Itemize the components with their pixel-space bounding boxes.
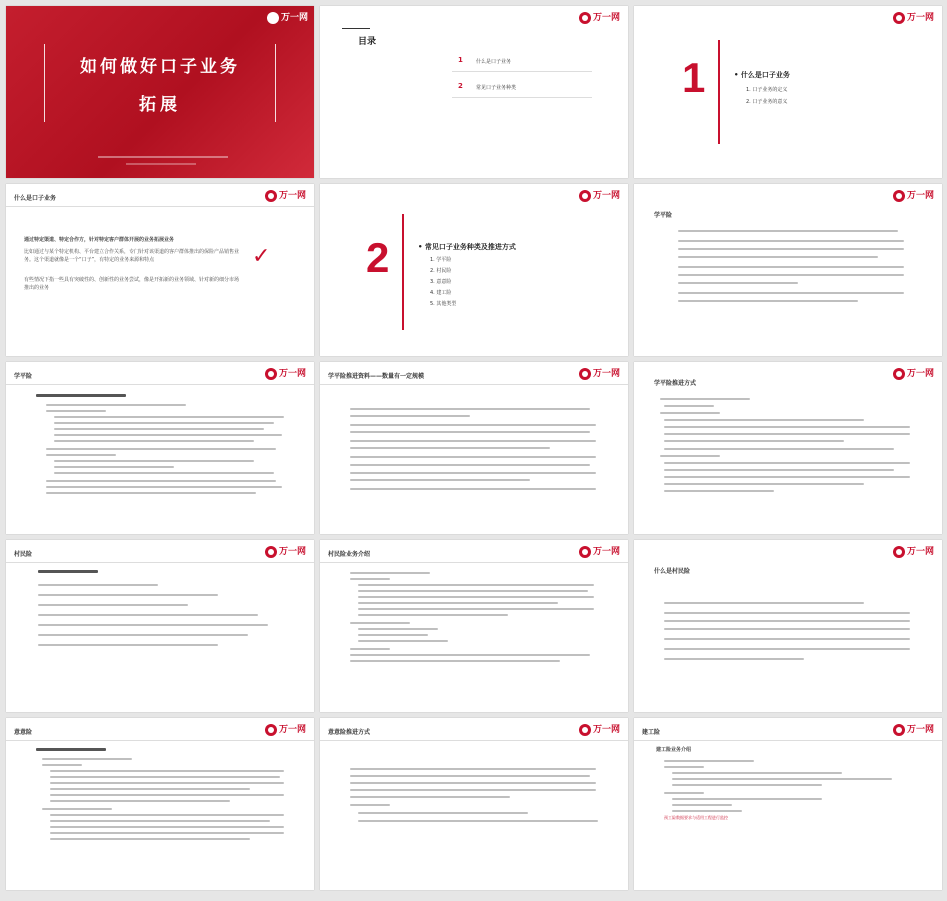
text-line: [358, 596, 594, 598]
text-line: [54, 460, 254, 462]
slide-header: 村民险业务介绍: [328, 551, 371, 558]
slide-header: 什么是口子业务: [14, 195, 57, 202]
brand-logo: [265, 190, 306, 202]
toc-item-1-number: 1: [458, 56, 463, 64]
text-line: [350, 408, 590, 410]
text-line: [664, 620, 910, 622]
brand-logo: [265, 546, 306, 558]
slide-header: 学平险: [14, 373, 33, 380]
text-line: [350, 447, 550, 449]
section-item: 5. 其他类型: [430, 301, 457, 307]
header-rule: [6, 384, 314, 385]
text-line: [46, 492, 256, 494]
text-line: [672, 798, 822, 800]
toc-title: 目录: [358, 37, 377, 47]
text-line: [664, 760, 754, 762]
section-item: 3. 意意险: [430, 279, 452, 285]
slide-header: 什么是村民险: [654, 568, 691, 575]
text-line: [664, 483, 864, 485]
brand-logo: [265, 368, 306, 380]
text-line: [678, 292, 904, 294]
text-line: [46, 480, 276, 482]
text-line: [350, 648, 390, 650]
toc-divider: [452, 97, 592, 98]
highlight-text: 预工险数据要求与适用工程进行监控: [664, 815, 728, 820]
text-line: [678, 274, 904, 276]
brand-logo-icon: [579, 546, 591, 558]
brand-logo-text: 万一网: [592, 368, 620, 379]
bullet-text: 有些情况下指一些具有突破性的、创新性的业务尝试，像是开拓新的业务领域、针对新的细分市场推出的业务: [24, 277, 240, 291]
brand-logo-text: 万一网: [906, 546, 934, 557]
slide-8-xuepingxian-materials[interactable]: [320, 362, 628, 534]
header-rule: [6, 206, 314, 207]
brand-logo-text: 万一网: [906, 724, 934, 735]
brand-logo-icon: [579, 190, 591, 202]
text-line: [42, 808, 112, 810]
text-line: [350, 464, 590, 466]
slide-10-cunminxian[interactable]: [6, 540, 314, 712]
text-line: [38, 570, 98, 573]
text-line: [358, 590, 588, 592]
brand-logo-icon: [893, 12, 905, 24]
slide-7-xuepingxian-detail[interactable]: [6, 362, 314, 534]
text-line: [38, 634, 248, 636]
text-line: [664, 469, 894, 471]
brand-logo: [267, 12, 308, 24]
slide-15-jiangongxian[interactable]: [634, 718, 942, 890]
text-line: [38, 614, 258, 616]
slide-header: 意意险: [14, 729, 33, 736]
section-item: 2. 口子业务的意义: [746, 99, 788, 105]
text-line: [664, 792, 704, 794]
text-line: [54, 472, 274, 474]
text-line: [350, 796, 510, 798]
section-divider-bar: [718, 40, 720, 144]
slide-header: 村民险: [14, 551, 33, 558]
header-rule: [320, 384, 628, 385]
text-line: [664, 602, 864, 604]
brand-logo-icon: [579, 724, 591, 736]
text-line: [38, 644, 218, 646]
header-rule: [320, 740, 628, 741]
brand-logo: [893, 368, 934, 380]
slide-header: 学平险: [654, 212, 673, 219]
text-line: [38, 594, 218, 596]
toc-divider: [452, 71, 592, 72]
text-line: [42, 758, 132, 760]
text-line: [350, 440, 596, 442]
section-item: 2. 村民险: [430, 268, 452, 274]
text-line: [678, 300, 858, 302]
brand-logo: [579, 190, 620, 202]
toc-item-2-number: 2: [458, 82, 463, 90]
text-line: [350, 775, 590, 777]
text-line: [350, 424, 596, 426]
brand-logo-text: 万一网: [278, 368, 306, 379]
section-number: 2: [366, 234, 390, 281]
brand-logo-text: 万一网: [278, 724, 306, 735]
text-line: [350, 654, 590, 656]
text-line: [50, 800, 230, 802]
section-item: 1. 口子业务的定义: [746, 87, 788, 93]
brand-logo: [893, 190, 934, 202]
checkmark-icon: ✓: [252, 244, 271, 269]
cover-subtitle-line: [126, 163, 196, 165]
text-line: [54, 440, 254, 442]
text-line: [664, 448, 894, 450]
text-line: [358, 614, 508, 616]
section-item: 4. 建工险: [430, 290, 452, 296]
text-line: [664, 612, 910, 614]
text-line: [50, 820, 270, 822]
text-line: [54, 428, 264, 430]
brand-logo: [893, 12, 934, 24]
text-line: [54, 434, 282, 436]
text-line: [50, 782, 284, 784]
text-line: [350, 456, 596, 458]
text-line: [664, 433, 910, 435]
text-line: [358, 640, 448, 642]
brand-logo-icon: [893, 190, 905, 202]
toc-title-bar: [342, 28, 370, 29]
text-line: [50, 826, 284, 828]
text-line: [664, 490, 774, 492]
text-line: [672, 810, 742, 812]
text-line: [350, 415, 470, 417]
text-line: [660, 412, 720, 414]
text-line: [678, 248, 904, 250]
brand-logo-text: 万一网: [906, 190, 934, 201]
text-line: [42, 764, 82, 766]
text-line: [36, 748, 106, 751]
slide-2-toc[interactable]: [320, 6, 628, 178]
section-heading: • 常见口子业务种类及推进方式: [418, 243, 516, 251]
text-line: [50, 794, 284, 796]
text-line: [350, 804, 390, 806]
text-line: [678, 282, 798, 284]
text-line: [672, 784, 822, 786]
text-line: [54, 422, 274, 424]
text-line: [358, 812, 528, 814]
section-divider-bar: [402, 214, 404, 330]
slide-header: 意意险推进方式: [328, 729, 371, 736]
brand-logo: [579, 546, 620, 558]
text-line: [678, 240, 904, 242]
text-line: [46, 404, 186, 406]
text-line: [664, 648, 910, 650]
brand-logo-text: 万一网: [906, 368, 934, 379]
lead-text: 通过特定渠道、特定合作方，针对特定客户群体开展的业务拓展业务: [24, 237, 175, 243]
text-line: [350, 789, 596, 791]
text-line: [350, 431, 590, 433]
text-line: [358, 602, 558, 604]
text-line: [50, 770, 284, 772]
brand-logo: [893, 546, 934, 558]
slide-6-xuepingxian[interactable]: [634, 184, 942, 356]
text-line: [664, 419, 864, 421]
slide-11-cunminxian-intro[interactable]: [320, 540, 628, 712]
text-line: [664, 638, 910, 640]
text-line: [358, 628, 438, 630]
slide-header: 建工险: [642, 729, 661, 736]
brand-logo-icon: [579, 12, 591, 24]
text-line: [660, 398, 750, 400]
brand-logo-icon: [893, 724, 905, 736]
brand-logo-text: 万一网: [280, 12, 308, 23]
brand-logo-icon: [265, 724, 277, 736]
section-number: 1: [682, 54, 706, 101]
text-line: [350, 479, 530, 481]
text-line: [38, 624, 268, 626]
section-heading: • 什么是口子业务: [734, 71, 790, 79]
text-line: [350, 622, 410, 624]
toc-item-1-label: 什么是口子业务: [476, 59, 512, 65]
brand-logo-text: 万一网: [906, 12, 934, 23]
brand-logo-icon: [265, 190, 277, 202]
text-line: [664, 766, 704, 768]
slide-12-cunminxian-definition[interactable]: [634, 540, 942, 712]
text-line: [664, 426, 910, 428]
text-line: [664, 658, 804, 660]
brand-logo: [265, 724, 306, 736]
slide-1-cover[interactable]: [6, 6, 314, 178]
text-line: [350, 488, 596, 490]
text-line: [50, 788, 250, 790]
header-rule: [6, 740, 314, 741]
text-line: [350, 782, 596, 784]
brand-logo-icon: [579, 368, 591, 380]
text-line: [664, 405, 714, 407]
text-line: [350, 768, 596, 770]
text-line: [46, 410, 106, 412]
slide-13-yiyixian[interactable]: [6, 718, 314, 890]
sub-header: 建工险业务介绍: [656, 747, 692, 753]
text-line: [46, 454, 116, 456]
text-line: [54, 466, 174, 468]
cover-title-line2: 拓展: [139, 95, 181, 115]
text-line: [678, 230, 898, 232]
cover-title-line1: 如何做好口子业务: [80, 57, 240, 77]
text-line: [350, 660, 560, 662]
slide-5-section-2[interactable]: [320, 184, 628, 356]
bullet-text: 比如通过与某个特定机构、平台建立合作关系，专门针对该渠道的客户群体推出的保险产品销售业务。这个渠道就像是一个“口子”，有特定的业务来源和特点: [24, 249, 240, 263]
text-line: [54, 416, 284, 418]
text-line: [38, 584, 158, 586]
text-line: [664, 476, 910, 478]
brand-logo-text: 万一网: [278, 190, 306, 201]
header-rule: [320, 562, 628, 563]
cover-subtitle-line: [98, 156, 228, 158]
text-line: [664, 628, 910, 630]
toc-item-2-label: 常见口子业务种类: [476, 85, 517, 91]
brand-logo-text: 万一网: [592, 724, 620, 735]
text-line: [672, 772, 842, 774]
slide-3-section-1[interactable]: [634, 6, 942, 178]
text-line: [358, 584, 594, 586]
text-line: [350, 472, 596, 474]
text-line: [664, 462, 910, 464]
brand-logo: [579, 724, 620, 736]
text-line: [46, 448, 276, 450]
text-line: [350, 572, 430, 574]
slide-header: 学平险推进方式: [654, 380, 697, 387]
text-line: [664, 440, 844, 442]
brand-logo-icon: [893, 546, 905, 558]
text-line: [50, 838, 250, 840]
text-line: [350, 578, 390, 580]
text-line: [678, 256, 878, 258]
text-line: [50, 832, 284, 834]
brand-logo-icon: [265, 368, 277, 380]
brand-logo: [893, 724, 934, 736]
text-line: [38, 604, 188, 606]
text-line: [660, 455, 720, 457]
text-line: [50, 776, 280, 778]
brand-logo-text: 万一网: [592, 12, 620, 23]
text-line: [672, 804, 732, 806]
brand-logo: [579, 368, 620, 380]
slide-14-yiyixian-methods[interactable]: [320, 718, 628, 890]
header-rule: [634, 740, 942, 741]
brand-logo-text: 万一网: [592, 190, 620, 201]
text-line: [358, 608, 594, 610]
text-line: [358, 820, 598, 822]
brand-logo-text: 万一网: [592, 546, 620, 557]
text-line: [672, 778, 892, 780]
brand-logo-icon: [267, 12, 279, 24]
text-line: [36, 394, 126, 397]
brand-logo-icon: [893, 368, 905, 380]
text-line: [358, 634, 428, 636]
slide-9-xuepingxian-methods[interactable]: [634, 362, 942, 534]
text-line: [50, 814, 284, 816]
text-line: [46, 486, 282, 488]
text-line: [678, 266, 904, 268]
slide-4-definition[interactable]: [6, 184, 314, 356]
slide-header: 学平险推进资料——数量有一定规模: [328, 373, 425, 380]
brand-logo-icon: [265, 546, 277, 558]
brand-logo-text: 万一网: [278, 546, 306, 557]
header-rule: [6, 562, 314, 563]
brand-logo: [579, 12, 620, 24]
section-item: 1. 学平险: [430, 257, 452, 263]
